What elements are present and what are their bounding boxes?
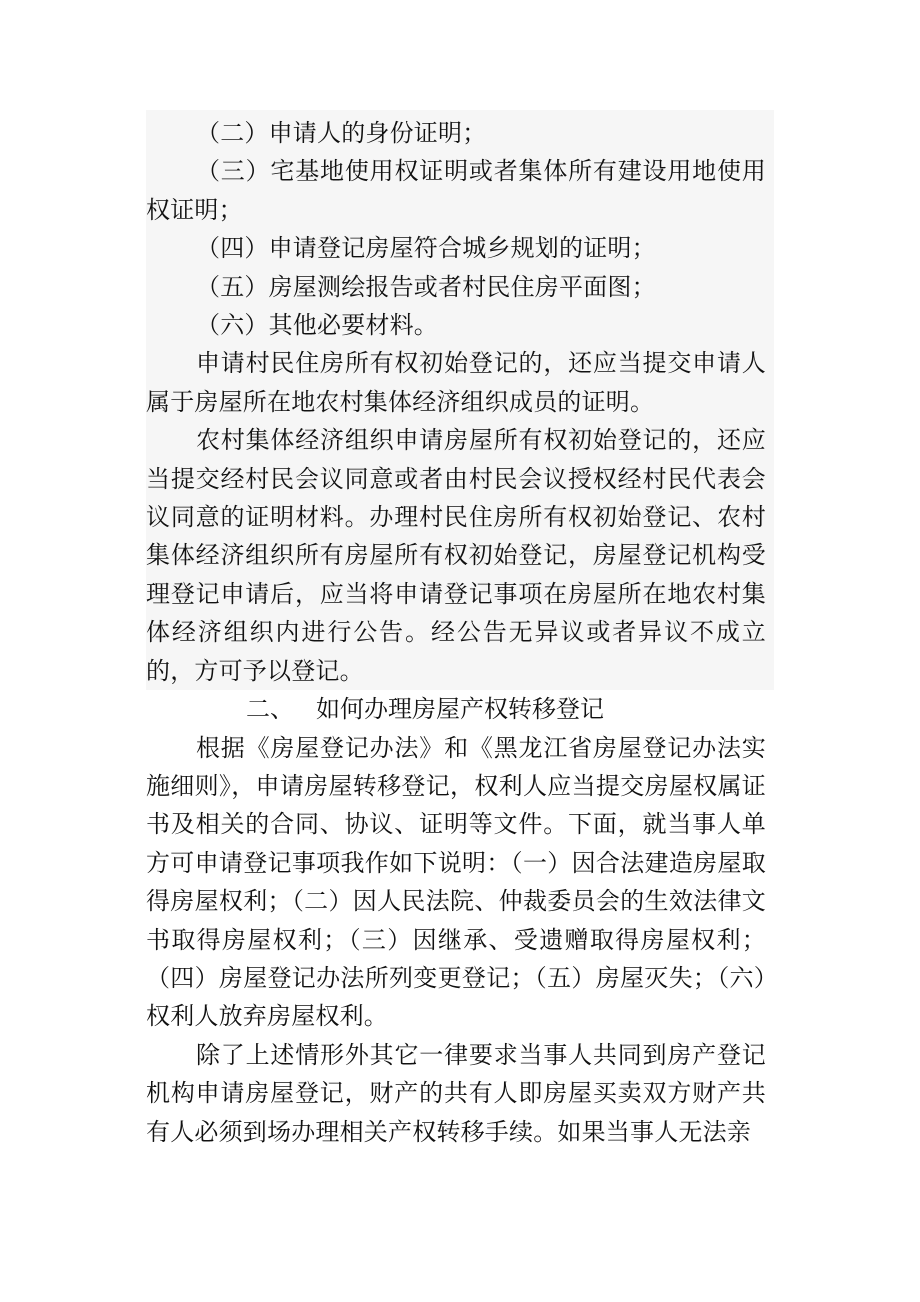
section-number: 二、 — [246, 695, 294, 724]
list-item-4: （四）申请登记房屋符合城乡规划的证明； — [196, 234, 656, 263]
section-title: 如何办理房屋产权转移登记 — [316, 695, 604, 724]
paragraph-transfer-registration: 根据《房屋登记办法》和《黑龙江省房屋登记办法实施细则》，申请房屋转移登记，权利人应当提交房屋权属证书及相关的合同、协议、证明等文件。下面，就当事人单方可申请登记事项我作如下说明：（一）因合法建造房屋取得房屋权利；（二）因人民法院、仲裁委员会的生效法律文书取得房屋权利；（三）因继承、受遗赠取得房屋权利；（四）房屋登记办法所列变更登记；（五）房屋灭失；（六）权利人放弃房屋权利。 — [146, 733, 766, 1031]
paragraph-villager-housing: 申请村民住房所有权初始登记的，还应当提交申请人属于房屋所在地农村集体经济组织成员的证明。 — [146, 349, 766, 416]
document-body — [146, 114, 766, 1151]
section-heading — [146, 690, 766, 728]
paragraph-collective-organization: 农村集体经济组织申请房屋所有权初始登记的，还应当提交经村民会议同意或者由村民会议授权经村民代表会议同意的证明材料。办理村民住房所有权初始登记、农村集体经济组织所有房屋所有权初始登记，房屋登记机构受理登记申请后，应当将申请登记事项在房屋所在地农村集体经济组织内进行公告。经公告无异议或者异议不成立的，方可予以登记。 — [146, 426, 766, 685]
paragraph-joint-application: 除了上述情形外其它一律要求当事人共同到房产登记机构申请房屋登记，财产的共有人即房屋买卖双方财产共有人必须到场办理相关产权转移手续。如果当事人无法亲 — [146, 1040, 766, 1146]
list-item-5: （五）房屋测绘报告或者村民住房平面图； — [196, 272, 656, 301]
list-item-6: （六）其他必要材料。 — [196, 311, 438, 340]
list-item-3: （三）宅基地使用权证明或者集体所有建设用地使用权证明； — [146, 157, 766, 224]
list-item-2: （二）申请人的身份证明； — [196, 119, 487, 147]
